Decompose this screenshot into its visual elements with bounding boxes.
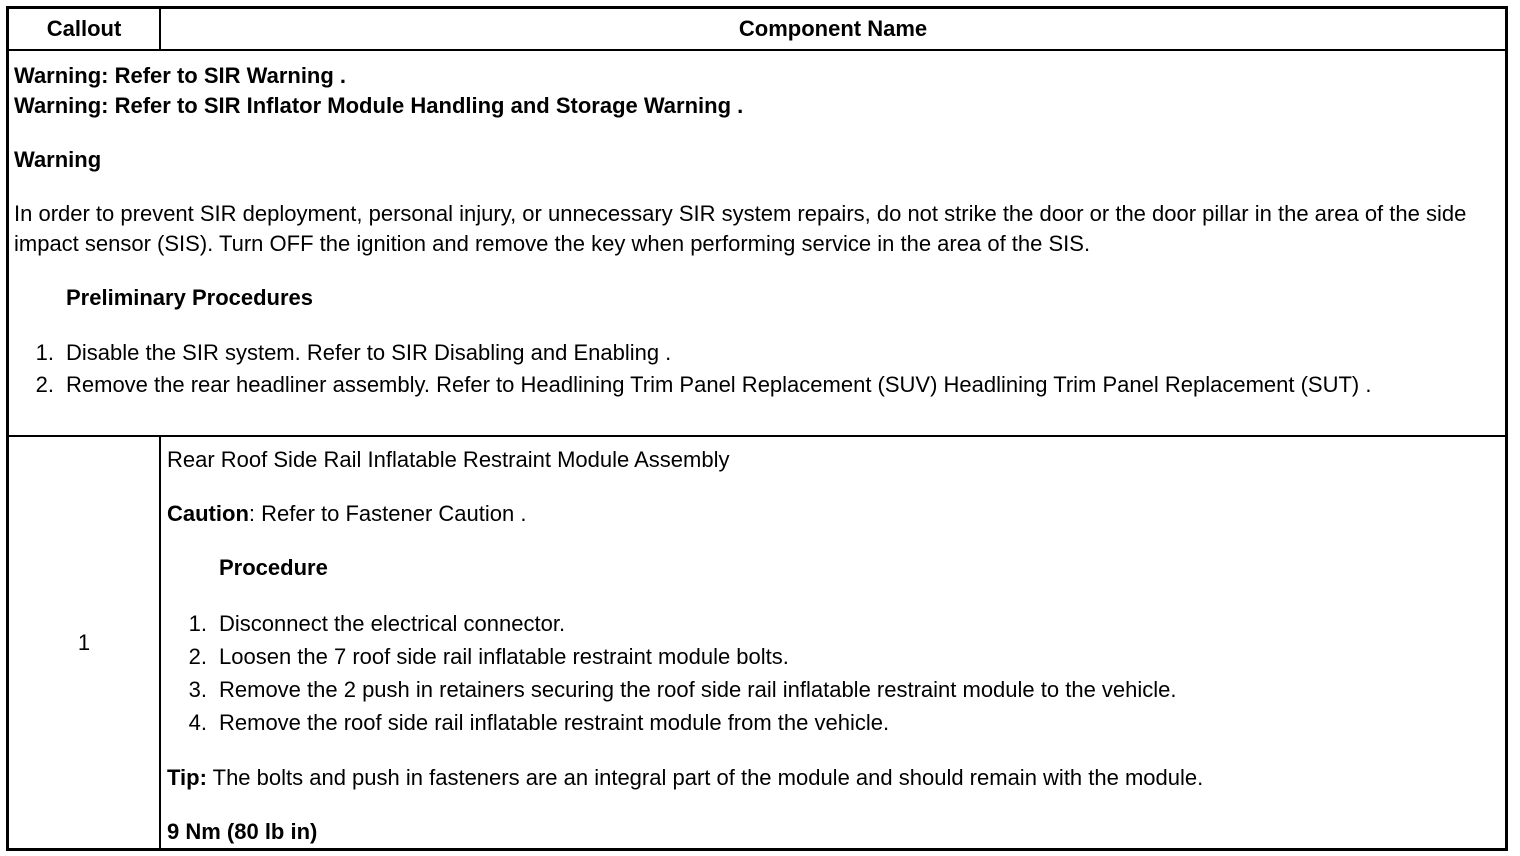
component-name: Rear Roof Side Rail Inflatable Restraint Module Assembly: [167, 447, 730, 472]
tip-text: The bolts and push in fasteners are an integral part of the module and should remain with the module.: [206, 765, 1204, 790]
table-row: [9, 437, 1505, 848]
header-callout: Callout: [46, 16, 122, 41]
warning-text: In order to prevent SIR deployment, personal injury, or unnecessary SIR system repairs, do not strike the door or the door pillar in the area of the side impact sensor (SIS). Turn OFF the ignition and remove the key when performing service in the area of the SIS.: [14, 201, 1467, 256]
step-text: Disable the SIR system. Refer to SIR Disabling and Enabling .: [66, 340, 672, 365]
callout-number: 1: [77, 629, 91, 655]
caution-label: Caution: [167, 501, 249, 526]
tip-line: [167, 763, 1491, 793]
warning-line-2: Warning: Refer to SIR Inflator Module Handling and Storage Warning .: [14, 93, 744, 118]
step-text: Remove the roof side rail inflatable restraint module from the vehicle.: [219, 710, 890, 735]
service-table: [6, 6, 1508, 851]
step-text: Loosen the 7 roof side rail inflatable restraint module bolts.: [219, 644, 789, 669]
step-number: 1.: [188, 611, 207, 636]
warning-title: Warning: [14, 147, 102, 172]
step-text: Remove the 2 push in retainers securing the roof side rail inflatable restraint module to the vehicle.: [219, 677, 1177, 702]
preliminary-steps: [14, 337, 1491, 401]
step-text: Remove the rear headliner assembly. Refer to Headlining Trim Panel Replacement (SUV) Headlining Trim Panel Replacement (SUT) .: [66, 372, 1372, 397]
warning-row: [9, 51, 1505, 437]
step-text: Disconnect the electrical connector.: [219, 611, 566, 636]
list-item: [14, 369, 1491, 401]
procedure-heading: Procedure: [219, 555, 328, 580]
tip-label: Tip:: [167, 765, 207, 790]
warning-content: [14, 61, 1491, 401]
caution-line: [167, 499, 1491, 529]
list-item: [14, 337, 1491, 369]
step-number: 4.: [188, 710, 207, 735]
component-cell: [167, 445, 1491, 847]
list-item: [167, 673, 1491, 706]
step-number: 3.: [188, 677, 207, 702]
procedure-steps: [167, 607, 1491, 739]
list-item: [167, 607, 1491, 640]
column-divider: [159, 437, 161, 848]
list-item: [167, 706, 1491, 739]
header-component-name: Component Name: [738, 16, 928, 41]
step-number: 2.: [35, 372, 54, 397]
torque-spec: 9 Nm (80 lb in): [167, 819, 318, 844]
preliminary-heading: Preliminary Procedures: [66, 285, 314, 310]
caution-text: : Refer to Fastener Caution .: [248, 501, 527, 526]
step-number: 2.: [188, 644, 207, 669]
warning-line-1: Warning: Refer to SIR Warning .: [14, 63, 347, 88]
step-number: 1.: [35, 340, 54, 365]
table-header-row: [9, 9, 1505, 51]
list-item: [167, 640, 1491, 673]
